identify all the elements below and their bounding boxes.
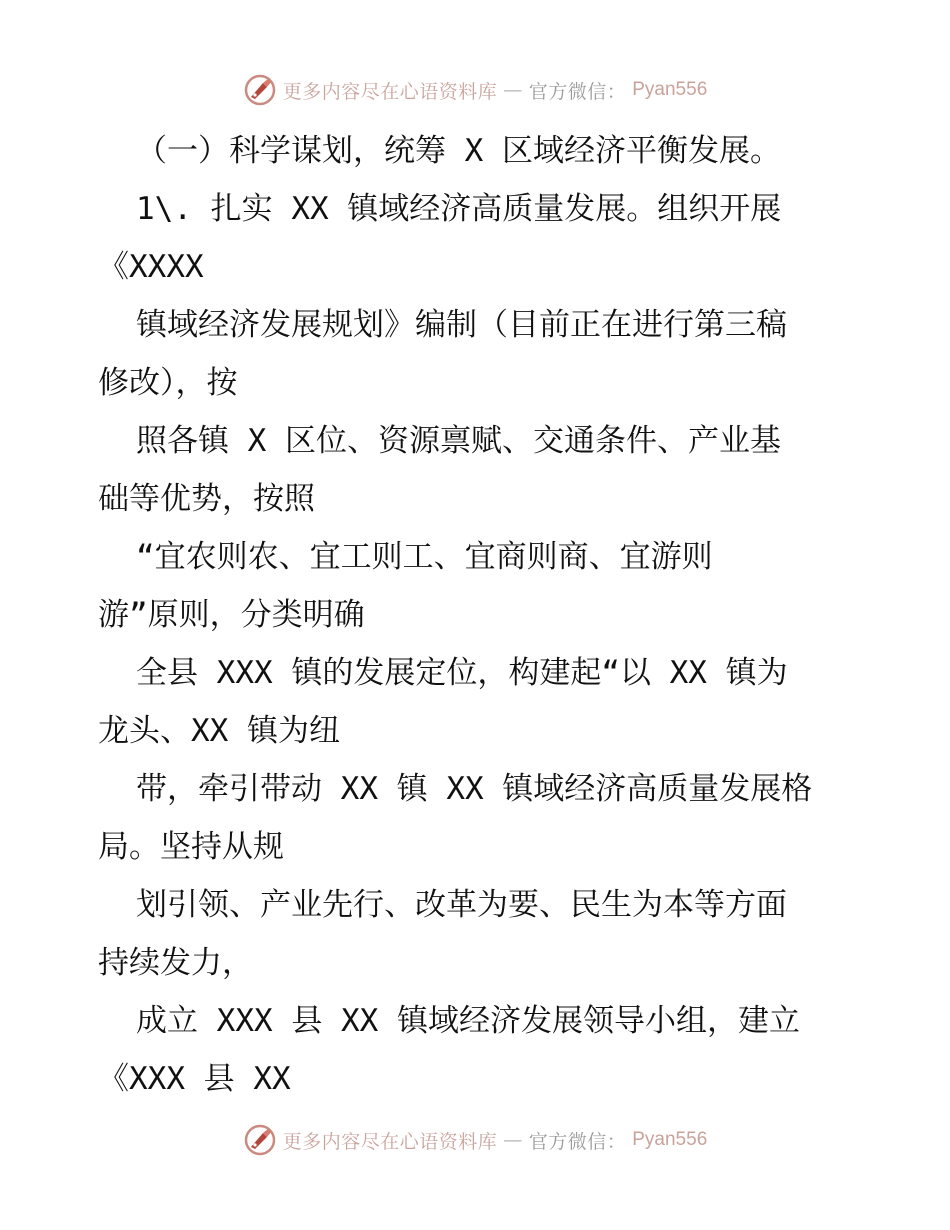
text-line: 全县 XXX 镇的发展定位，构建起“以 XX 镇为 — [136, 655, 788, 691]
watermark-brand-text: 更多内容尽在心语资料库 — [282, 80, 498, 103]
watermark-content — [243, 1123, 708, 1157]
text-line: 带，牵引带动 XX 镇 XX 镇域经济高质量发展格 — [136, 771, 813, 807]
watermark-label: 官方微信： — [528, 80, 627, 103]
watermark-separator: — — [503, 1129, 523, 1151]
watermark-brand-text: 更多内容尽在心语资料库 — [282, 1130, 498, 1153]
text-line: “宜农则农、宜工则工、宜商则商、宜游则 — [136, 539, 713, 575]
text-line: 龙头、XX 镇为纽 — [98, 713, 340, 749]
text-line: 修改），按 — [98, 365, 238, 401]
watermark-banner-bottom — [0, 1120, 950, 1160]
watermark-content — [243, 73, 708, 107]
text-line: （一）科学谋划，统筹 X 区域经济平衡发展。 — [136, 133, 781, 169]
text-line: 1\. 扎实 XX 镇域经济高质量发展。组织开展 — [136, 191, 782, 227]
text-line: 成立 XXX 县 XX 镇域经济发展领导小组，建立 — [136, 1003, 800, 1039]
text-line: 《XXXX — [98, 249, 204, 285]
text-line: 《XXX 县 XX — [98, 1061, 291, 1097]
pen-nib-logo-icon — [243, 73, 277, 107]
text-line: 镇域经济发展规划》编制（目前正在进行第三稿 — [136, 307, 787, 343]
text-line: 划引领、产业先行、改革为要、民生为本等方面 — [136, 887, 787, 923]
watermark-separator: — — [503, 79, 523, 101]
watermark-wechat-id: Pyan556 — [632, 79, 708, 100]
text-line: 局。坚持从规 — [98, 829, 284, 865]
text-line: 照各镇 X 区位、资源禀赋、交通条件、产业基 — [136, 423, 781, 459]
watermark-label: 官方微信： — [528, 1130, 627, 1153]
watermark-banner-top — [0, 70, 950, 110]
pen-nib-logo-icon — [243, 1123, 277, 1157]
text-line: 础等优势，按照 — [98, 481, 315, 517]
text-line: 游”原则，分类明确 — [98, 597, 365, 633]
text-line: 持续发力， — [98, 945, 253, 981]
watermark-wechat-id: Pyan556 — [632, 1129, 708, 1150]
